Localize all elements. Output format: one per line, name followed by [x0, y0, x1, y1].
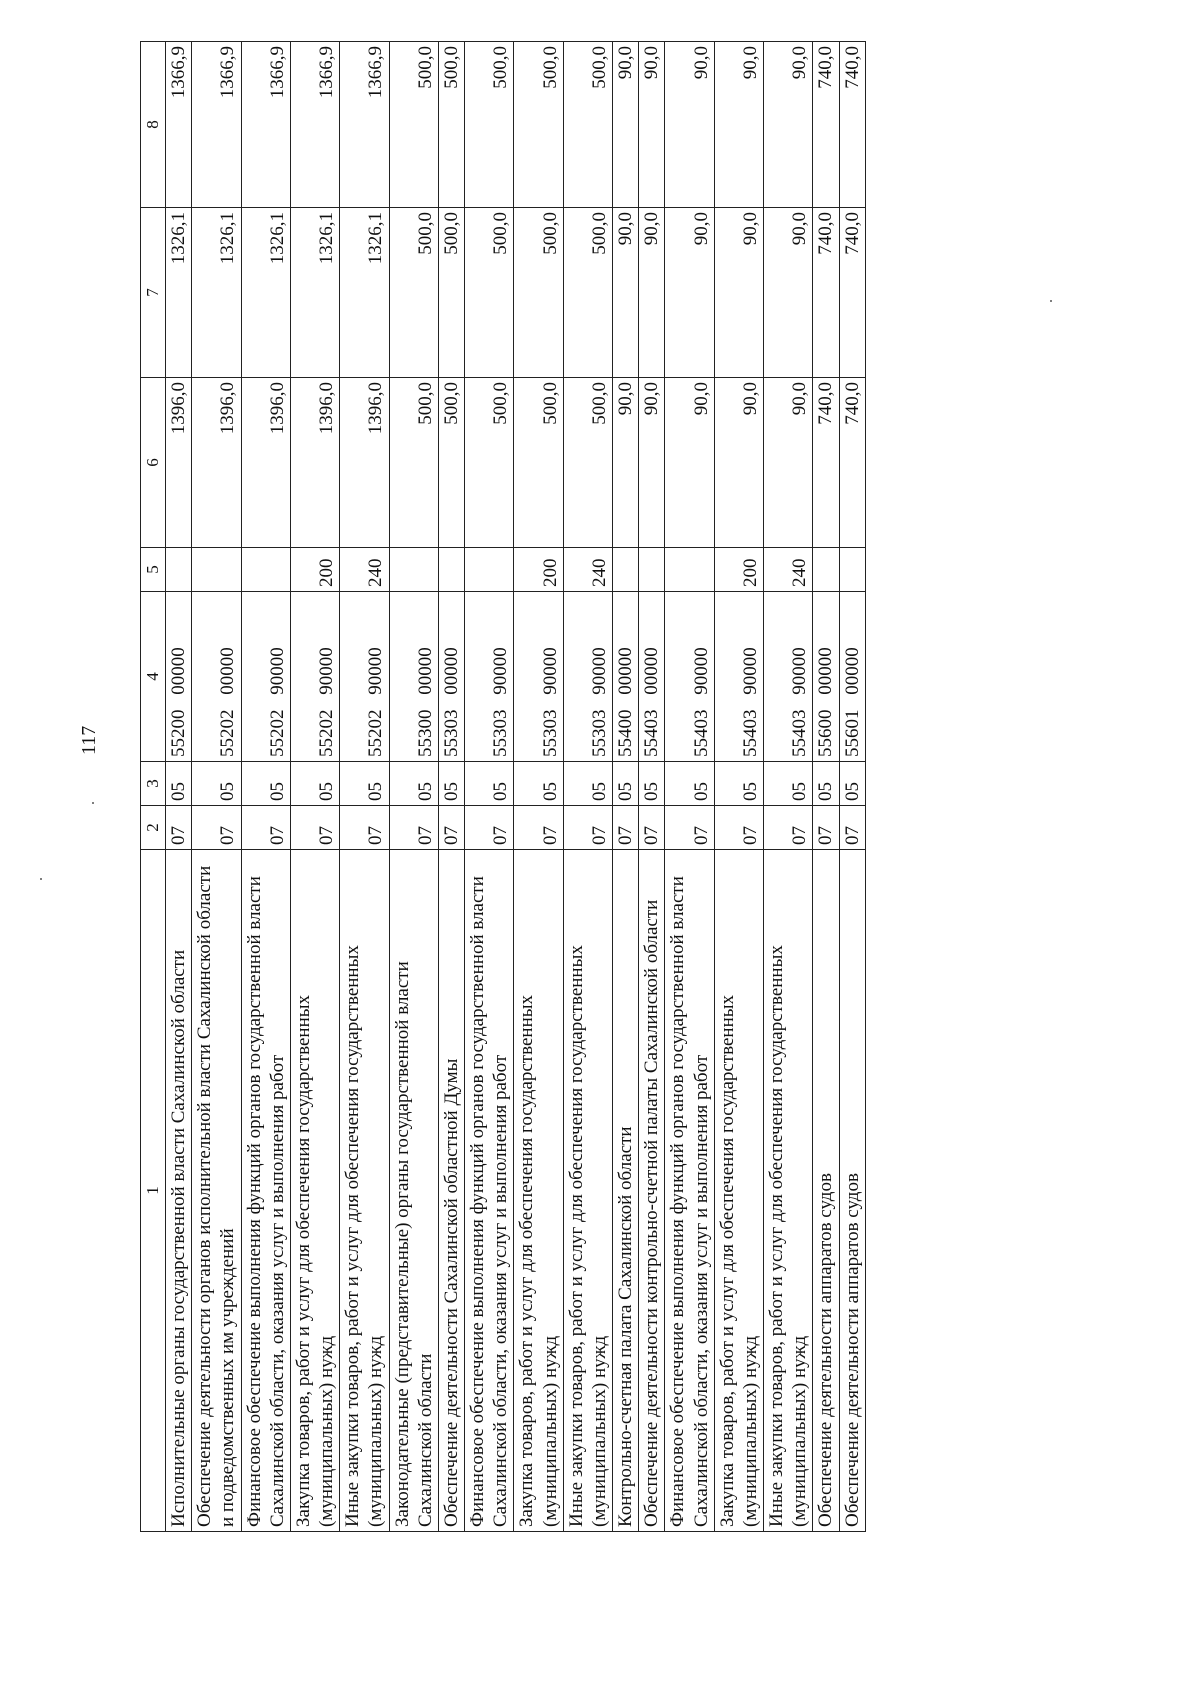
- section-code: 07: [563, 806, 612, 850]
- program-code: 55601 00000: [839, 592, 865, 762]
- amount-year-2: 1326,1: [290, 208, 339, 378]
- program-code: 55403 90000: [764, 592, 813, 762]
- subsection-code: 05: [714, 762, 763, 806]
- table-row: [714, 42, 763, 1532]
- program-code: 55202 90000: [340, 592, 389, 762]
- expense-type-code: [166, 548, 192, 592]
- amount-year-1: 740,0: [813, 378, 839, 548]
- amount-year-3: 740,0: [839, 42, 865, 208]
- program-code: 55400 00000: [613, 592, 639, 762]
- section-code: 07: [241, 806, 290, 850]
- subsection-code: 05: [665, 762, 714, 806]
- amount-year-2: 740,0: [813, 208, 839, 378]
- table-row: [389, 42, 438, 1532]
- amount-year-3: 1366,9: [166, 42, 192, 208]
- row-description: Обеспечение деятельности аппаратов судов: [839, 850, 865, 1532]
- expense-type-code: 240: [764, 548, 813, 592]
- amount-year-1: 1396,0: [166, 378, 192, 548]
- expense-type-code: 240: [340, 548, 389, 592]
- subsection-code: 05: [389, 762, 438, 806]
- amount-year-3: 1366,9: [340, 42, 389, 208]
- expense-type-code: [813, 548, 839, 592]
- table-row: [241, 42, 290, 1532]
- amount-year-1: 90,0: [639, 378, 665, 548]
- program-code: 55202 00000: [192, 592, 241, 762]
- subsection-code: 05: [839, 762, 865, 806]
- subsection-code: 05: [514, 762, 563, 806]
- expense-type-code: [639, 548, 665, 592]
- scan-speck: [40, 878, 42, 880]
- expense-type-code: [192, 548, 241, 592]
- row-description: Законодательные (представительные) органы государственной власти Сахалинской области: [389, 850, 438, 1532]
- row-description: Закупка товаров, работ и услуг для обеспечения государственных (муниципальных) нужд: [514, 850, 563, 1532]
- budget-table-container: [140, 42, 866, 1532]
- amount-year-2: 90,0: [613, 208, 639, 378]
- program-code: 55600 00000: [813, 592, 839, 762]
- header-cell: 7: [141, 208, 166, 378]
- section-code: 07: [514, 806, 563, 850]
- expense-type-code: 200: [290, 548, 339, 592]
- subsection-code: 05: [639, 762, 665, 806]
- amount-year-1: 500,0: [514, 378, 563, 548]
- expense-type-code: [839, 548, 865, 592]
- amount-year-3: 1366,9: [241, 42, 290, 208]
- subsection-code: 05: [166, 762, 192, 806]
- section-code: 07: [665, 806, 714, 850]
- table-body: [166, 42, 866, 1532]
- section-code: 07: [340, 806, 389, 850]
- program-code: 55403 00000: [639, 592, 665, 762]
- amount-year-3: 90,0: [665, 42, 714, 208]
- expense-type-code: [465, 548, 514, 592]
- table-row: [839, 42, 865, 1532]
- row-description: Обеспечение деятельности органов исполнительной власти Сахалинской области и подведомственных им учреждений: [192, 850, 241, 1532]
- amount-year-1: 500,0: [389, 378, 438, 548]
- amount-year-1: 90,0: [764, 378, 813, 548]
- subsection-code: 05: [465, 762, 514, 806]
- amount-year-2: 90,0: [639, 208, 665, 378]
- amount-year-2: 1326,1: [241, 208, 290, 378]
- table-row: [438, 42, 464, 1532]
- table-row: [465, 42, 514, 1532]
- scan-speck: [1050, 300, 1052, 302]
- row-description: Контрольно-счетная палата Сахалинской области: [613, 850, 639, 1532]
- amount-year-1: 90,0: [714, 378, 763, 548]
- subsection-code: 05: [241, 762, 290, 806]
- row-description: Иные закупки товаров, работ и услуг для обеспечения государственных (муниципальных) нужд: [764, 850, 813, 1532]
- section-code: 07: [438, 806, 464, 850]
- budget-table: [140, 41, 866, 1532]
- amount-year-3: 90,0: [639, 42, 665, 208]
- row-description: Финансовое обеспечение выполнения функций органов государственной власти Сахалинской области, оказания услуг и выполнения работ: [465, 850, 514, 1532]
- row-description: Иные закупки товаров, работ и услуг для обеспечения государственных (муниципальных) нужд: [563, 850, 612, 1532]
- subsection-code: 05: [563, 762, 612, 806]
- program-code: 55403 90000: [714, 592, 763, 762]
- expense-type-code: [389, 548, 438, 592]
- amount-year-2: 90,0: [665, 208, 714, 378]
- row-description: Обеспечение деятельности контрольно-счетной палаты Сахалинской области: [639, 850, 665, 1532]
- subsection-code: 05: [290, 762, 339, 806]
- row-description: Финансовое обеспечение выполнения функций органов государственной власти Сахалинской области, оказания услуг и выполнения работ: [241, 850, 290, 1532]
- program-code: 55403 90000: [665, 592, 714, 762]
- program-code: 55200 00000: [166, 592, 192, 762]
- amount-year-2: 500,0: [389, 208, 438, 378]
- subsection-code: 05: [764, 762, 813, 806]
- page-number: 117: [78, 725, 100, 755]
- amount-year-3: 500,0: [514, 42, 563, 208]
- section-code: 07: [290, 806, 339, 850]
- table-row: [290, 42, 339, 1532]
- amount-year-1: 90,0: [613, 378, 639, 548]
- amount-year-2: 1326,1: [340, 208, 389, 378]
- table-row: [514, 42, 563, 1532]
- subsection-code: 05: [340, 762, 389, 806]
- header-cell: 6: [141, 378, 166, 548]
- header-cell: 3: [141, 762, 166, 806]
- expense-type-code: [665, 548, 714, 592]
- expense-type-code: 240: [563, 548, 612, 592]
- amount-year-1: 500,0: [438, 378, 464, 548]
- amount-year-3: 740,0: [813, 42, 839, 208]
- section-code: 07: [764, 806, 813, 850]
- amount-year-3: 500,0: [438, 42, 464, 208]
- section-code: 07: [613, 806, 639, 850]
- amount-year-3: 90,0: [613, 42, 639, 208]
- amount-year-1: 1396,0: [241, 378, 290, 548]
- program-code: 55202 90000: [290, 592, 339, 762]
- program-code: 55300 00000: [389, 592, 438, 762]
- amount-year-3: 90,0: [764, 42, 813, 208]
- table-row: [665, 42, 714, 1532]
- amount-year-3: 1366,9: [290, 42, 339, 208]
- amount-year-1: 1396,0: [340, 378, 389, 548]
- program-code: 55202 90000: [241, 592, 290, 762]
- amount-year-3: 90,0: [714, 42, 763, 208]
- row-description: Обеспечение деятельности аппаратов судов: [813, 850, 839, 1532]
- section-code: 07: [389, 806, 438, 850]
- header-cell: 1: [141, 850, 166, 1532]
- table-row: [813, 42, 839, 1532]
- expense-type-code: [438, 548, 464, 592]
- amount-year-1: 90,0: [665, 378, 714, 548]
- scan-speck: [92, 802, 94, 804]
- subsection-code: 05: [613, 762, 639, 806]
- amount-year-2: 740,0: [839, 208, 865, 378]
- subsection-code: 05: [813, 762, 839, 806]
- expense-type-code: [613, 548, 639, 592]
- amount-year-2: 500,0: [438, 208, 464, 378]
- amount-year-3: 1366,9: [192, 42, 241, 208]
- row-description: Обеспечение деятельности Сахалинской областной Думы: [438, 850, 464, 1532]
- amount-year-3: 500,0: [563, 42, 612, 208]
- amount-year-1: 500,0: [465, 378, 514, 548]
- amount-year-2: 1326,1: [166, 208, 192, 378]
- row-description: Закупка товаров, работ и услуг для обеспечения государственных (муниципальных) нужд: [714, 850, 763, 1532]
- table-row: [639, 42, 665, 1532]
- amount-year-1: 500,0: [563, 378, 612, 548]
- program-code: 55303 00000: [438, 592, 464, 762]
- header-cell: 5: [141, 548, 166, 592]
- subsection-code: 05: [192, 762, 241, 806]
- expense-type-code: 200: [514, 548, 563, 592]
- amount-year-3: 500,0: [465, 42, 514, 208]
- table-row: [613, 42, 639, 1532]
- amount-year-2: 90,0: [764, 208, 813, 378]
- amount-year-2: 1326,1: [192, 208, 241, 378]
- program-code: 55303 90000: [465, 592, 514, 762]
- header-row: [141, 42, 166, 1532]
- table-row: [563, 42, 612, 1532]
- section-code: 07: [839, 806, 865, 850]
- amount-year-1: 1396,0: [192, 378, 241, 548]
- row-description: Закупка товаров, работ и услуг для обеспечения государственных (муниципальных) нужд: [290, 850, 339, 1532]
- row-description: Иные закупки товаров, работ и услуг для обеспечения государственных (муниципальных) нужд: [340, 850, 389, 1532]
- program-code: 55303 90000: [514, 592, 563, 762]
- section-code: 07: [714, 806, 763, 850]
- program-code: 55303 90000: [563, 592, 612, 762]
- amount-year-2: 90,0: [714, 208, 763, 378]
- table-row: [166, 42, 192, 1532]
- section-code: 07: [166, 806, 192, 850]
- table-row: [764, 42, 813, 1532]
- amount-year-2: 500,0: [563, 208, 612, 378]
- amount-year-3: 500,0: [389, 42, 438, 208]
- row-description: Исполнительные органы государственной власти Сахалинской области: [166, 850, 192, 1532]
- expense-type-code: [241, 548, 290, 592]
- header-cell: 2: [141, 806, 166, 850]
- table-row: [340, 42, 389, 1532]
- table-row: [192, 42, 241, 1532]
- amount-year-2: 500,0: [514, 208, 563, 378]
- amount-year-1: 1396,0: [290, 378, 339, 548]
- section-code: 07: [813, 806, 839, 850]
- amount-year-1: 740,0: [839, 378, 865, 548]
- section-code: 07: [639, 806, 665, 850]
- amount-year-2: 500,0: [465, 208, 514, 378]
- header-cell: 4: [141, 592, 166, 762]
- expense-type-code: 200: [714, 548, 763, 592]
- section-code: 07: [192, 806, 241, 850]
- section-code: 07: [465, 806, 514, 850]
- subsection-code: 05: [438, 762, 464, 806]
- row-description: Финансовое обеспечение выполнения функций органов государственной власти Сахалинской области, оказания услуг и выполнения работ: [665, 850, 714, 1532]
- header-cell: 8: [141, 42, 166, 208]
